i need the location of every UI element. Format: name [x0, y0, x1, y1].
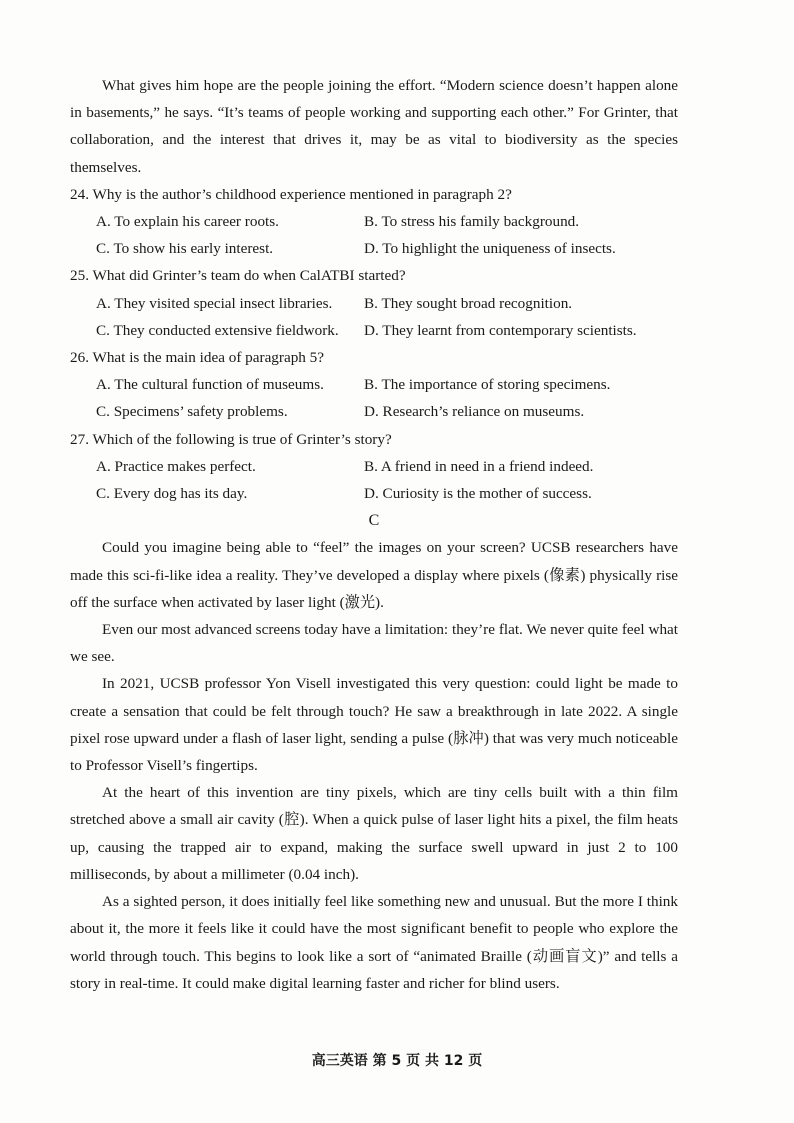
question-24 [70, 181, 678, 263]
option-a: A. To explain his career roots. [96, 213, 279, 231]
question-26 [70, 344, 678, 426]
option-d: D. Research’s reliance on museums. [364, 403, 585, 421]
question-25 [70, 262, 678, 344]
question-stem: 27. Which of the following is true of Grinter’s story? [70, 430, 392, 448]
option-b: B. A friend in need in a friend indeed. [364, 457, 594, 475]
option-d: D. They learnt from contemporary scientists. [364, 321, 637, 339]
passage-paragraph: Could you imagine being able to “feel” the images on your screen? UCSB researchers have made this sci-fi-like idea a reality. They’ve developed a display where pixels (像素) physically rise off the surface when activated by laser light (激光). [70, 539, 678, 611]
section-heading: C [368, 512, 380, 530]
passage-paragraph: At the heart of this invention are tiny pixels, which are tiny cells built with a thin film stretched above a small air cavity (腔). When a quick pulse of laser light hits a pixel, the film heats up, causing the trapped air to expand, making the surface swell upward in just 2 to 100 milliseconds, by about a millimeter (0.04 inch). [70, 784, 678, 883]
question-stem: 26. What is the main idea of paragraph 5? [70, 349, 325, 367]
option-a: A. They visited special insect libraries. [96, 294, 333, 312]
option-a: A. The cultural function of museums. [96, 376, 324, 394]
option-c: C. Every dog has its day. [96, 485, 248, 503]
option-d: D. To highlight the uniqueness of insects. [364, 240, 616, 258]
intro-paragraph: What gives him hope are the people joining the effort. “Modern science doesn’t happen alone in basements,” he says. “It’s teams of people working and supporting each other.” For Grinter, that collaboration, and the interest that drives it, may be as vital to biodiversity as the species themselves. [70, 77, 678, 176]
question-stem: 25. What did Grinter’s team do when CalATBI started? [70, 267, 406, 285]
option-b: B. The importance of storing specimens. [364, 376, 611, 394]
option-c: C. They conducted extensive fieldwork. [96, 321, 339, 339]
option-a: A. Practice makes perfect. [96, 457, 256, 475]
exam-page [70, 72, 678, 997]
option-c: C. Specimens’ safety problems. [96, 403, 288, 421]
question-27 [70, 426, 678, 508]
option-d: D. Curiosity is the mother of success. [364, 485, 592, 503]
page-footer: 高三英语 第 5 页 共 12 页 [311, 1053, 483, 1069]
option-c: C. To show his early interest. [96, 240, 274, 258]
passage-paragraph: Even our most advanced screens today have a limitation: they’re flat. We never quite feel what we see. [70, 621, 678, 666]
option-b: B. To stress his family background. [364, 213, 580, 231]
question-stem: 24. Why is the author’s childhood experience mentioned in paragraph 2? [70, 185, 512, 203]
passage-paragraph: As a sighted person, it does initially feel like something new and unusual. But the more I think about it, the more it feels like it could have the most significant benefit to people who explore the world through touch. This begins to look like a sort of “animated Braille (动画盲文)” and tells a story in real-time. It could make digital learning faster and richer for blind users. [70, 893, 678, 992]
passage-paragraph: In 2021, UCSB professor Yon Visell investigated this very question: could light be made to create a sensation that could be felt through touch? He saw a breakthrough in late 2022. A single pixel rose upward under a flash of laser light, sending a pulse (脉冲) that was very much noticeable to Professor Visell’s fingertips. [70, 675, 678, 775]
option-b: B. They sought broad recognition. [364, 294, 573, 312]
